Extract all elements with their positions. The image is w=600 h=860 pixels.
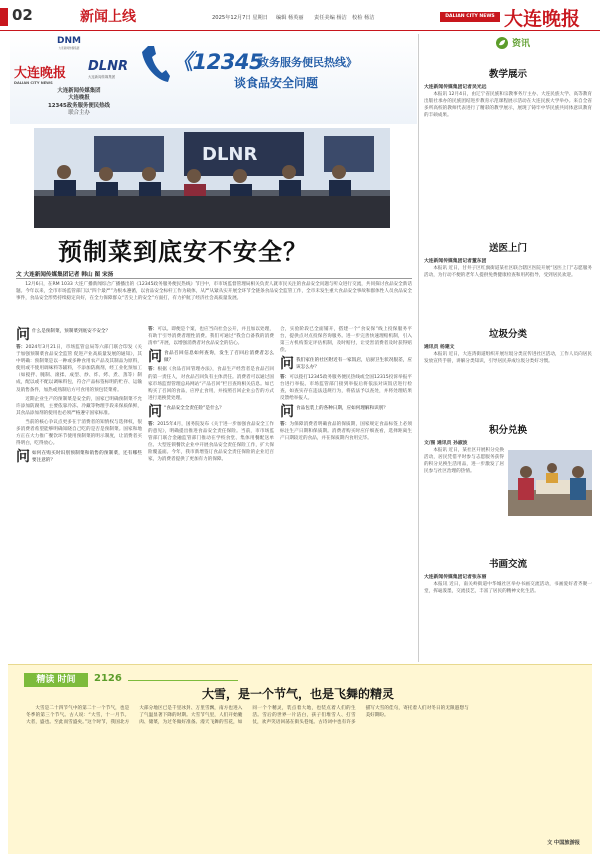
news-source: 文/图 通讯员 孙淑波: [424, 441, 468, 446]
news-title: 垃圾分类: [488, 329, 527, 340]
header-rule: [0, 30, 600, 31]
dnm-logo: DNM 大连新闻传媒集团: [57, 36, 81, 50]
news-title: 送医上门: [488, 243, 527, 254]
news-title: 积分兑换: [488, 425, 527, 436]
column-rule: [128, 680, 238, 681]
answer-text: 答：2024年3月21日，市场监管总局等六部门联合印发《关于加强预制菜食品安全监管 促进产业高质量发展的通知》，其中明确：预制菜是以一种或多种食用农产品及其制品为原料，使用或不使用调味料等辅料，不添加防腐剂，经工业化预加工（如搅拌、腌制、滚揉、成型、炒、炸、烤、煮、蒸等）制成，配以或不配以调味料包，符合产品标签标明的贮存、运输及销售条件，加热或熟制后方可食用的预包装菜肴。: [16, 345, 142, 393]
body-paragraph: 当前的核心争议点更多在于消费者的知情权与选择权，很多消费者希望能够明确知晓自己吃的是否是预制菜。国家和地方正在大力推广餐饮环节使用预制菜的明示制度，让消费者买得明白，吃得放心。: [16, 419, 142, 447]
news-sidebar: [424, 34, 592, 662]
question-block: [280, 357, 412, 371]
literary-title: 大雪，是一个节气，也是飞舞的精灵: [202, 687, 395, 701]
question-text: 什么是预制菜，预制菜到底安不安全？: [32, 329, 111, 334]
news-source: 通讯员 杨建文: [424, 345, 455, 350]
news-body: 本报讯 近日，南关岭街道中华城社区举办书画交流活动，书画爱好者齐聚一堂，挥毫泼墨，交流技艺，丰富了居民的精神文化生活。: [424, 582, 592, 595]
answer-text: 答：可以。即便是个案，也应当向社会公开，并且加以处理，有助于引导消费者理性消费。我们可通过“我会自备我的消费清单”开展，以增强消费者对食品安全的信心。: [148, 327, 274, 347]
qa-column-2: [148, 326, 274, 660]
answer-text: 答：可以拨打12345政务服务便民热线或全国12315投诉举报平台进行举报。市场监管部门接到举报后将依法对该饭店进行检查，如查实存在违法违规行为，将依法予以查处，并将处理结果反馈给举报人。: [280, 374, 412, 401]
answer-text: 答：根据《食品召回管理办法》，食品生产经营者是食品召回的第一责任人，对食品召回负有主体责任。消费者可以通过国家市场监督管理总局网站“产品召回”栏目查询相关信息。如已购买了召回的食品，应停止食用，并按照召回企业公告的方式进行退换货处理。: [148, 367, 274, 401]
organizer-line: 联合主办: [68, 109, 90, 116]
organizer-lines: [24, 88, 134, 117]
news-item-medical: [424, 240, 592, 325]
news-item-points: [424, 422, 592, 529]
literary-body: 大雪是二十四节气中的第二十一个节气，也是冬季的第三个节气。古人说：“大雪，十一月节。大者，盛也。至此而雪盛矣。”这个时节，我国北方大部分地区已是千里冰封、万里雪飘，南方也进入了气温显著下降的时期。大雪节气里，人们开始腌肉、储菜，为过冬做好准备。漫天飞舞的雪花，如同一个个精灵，装点着大地，也装点着人们的生活。雪后的世界一片洁白，孩子们堆雪人、打雪仗，欢声笑语回荡在街头巷尾。古诗词中也有许多描写大雪的佳句，寄托着人们对冬日的无限遐想与美好期盼。: [26, 706, 469, 726]
qa-column-3: [280, 326, 412, 660]
news-body: 本报讯 近日，大连湾街道组织开展垃圾分类宣传进社区活动，工作人员向居民发放宣传手册，讲解分类知识，引导居民养成垃圾分类好习惯。: [424, 352, 592, 365]
page-number: 02: [12, 6, 33, 24]
hotline-label: 政务服务便民热线》: [258, 56, 357, 69]
brand-logo: 大连晚报: [504, 8, 581, 30]
banner-subtitle: 谈食品安全问题: [234, 76, 319, 90]
question-text: 食品召回信息如何查询，发生了召回后消费者怎么做？: [164, 351, 274, 364]
city-news-badge: DALIAN CITY NEWS: [440, 12, 500, 22]
news-source: 大连新闻传媒集团记者董东团: [424, 259, 487, 264]
question-mark: 问: [280, 356, 294, 373]
leaf-icon: [496, 37, 508, 49]
section-label: 新闻上线: [80, 9, 136, 25]
lead-paragraph: 12月6日，在RM 1033 大连广播新闻综合广播播出的《12345政务服务便民热线》节目中，市市场监督管理局相关负责人就市民关注的食品安全问题与听众进行交流，共同探讨食品安全新话题。今年以来，全市市场监管部门以“四个最严”为根本遵循，以食品安全标杆工作为载体，从严从紧从实开展全环节全链条食品安全监管工作，全市未发生重大食品安全事故和群体性人员食品安全事件，食品安全形势持续稳定向好，在全力保障群众“舌尖上的安全”方面打，有力护航了经济社会高质量发展。: [16, 282, 412, 302]
sidebar-tag: 资讯: [496, 36, 530, 49]
answer-text: 答：为保障消费者明确食品的保质期，国家规定食品标签上必须标注生产日期和保质期。消费者购买时应仔细查看，选择距离生产日期较近的食品，并在保质期内食用完毕。: [280, 421, 412, 442]
news-item-teaching: [424, 66, 592, 218]
page-header: [0, 0, 600, 30]
header-accent: [0, 8, 8, 26]
sidebar-rule: [418, 34, 419, 662]
news-source: 大连新闻传媒集团记者张东丽: [424, 575, 487, 580]
news-item-calligraphy: [424, 556, 592, 631]
literary-box: [8, 664, 592, 854]
question-text: 食品包装上的各种日期，应如何理解和识别？: [296, 405, 388, 411]
question-mark: 问: [280, 403, 294, 420]
news-body: 本报讯 12月4日，由辽宁省民族和宗教事务厅主办、大连民族大学、高等教育出版社承办的民族团结进步教育示范课程展示活动在大连民族大学举办。来自全省多所高校的教师代表进行了精彩的教学展示，展现了铸牢中华民族共同体意识教育的丰硕成果。: [424, 92, 592, 119]
organizer-line: 12345政务服务便民热线: [48, 102, 110, 109]
header-staff-2: 责任美编 杨洁: [314, 15, 347, 21]
hotline-banner: [10, 34, 417, 124]
main-headline: 预制菜到底安不安全？: [58, 237, 308, 266]
backdrop-logo: DLNR: [202, 144, 258, 165]
question-block: [148, 350, 274, 364]
event-photo: [508, 450, 592, 516]
organizer-line: 大连新闻传媒集团: [57, 88, 101, 94]
answer-text: 答：2015年4月，国务院发布《关于进一步加强食品安全工作的意见》，明确提出推进食品安全责任保险。当前，市市场监管部门联合金融监管部门推动在学校食堂、集体用餐配送单位、大型连锁餐饮企业中开展食品安全责任保险工作，扩大保险覆盖面。今年，我市新增签订食品安全责任保险的企业近百家，为消费者提供了更加有力的保障。: [148, 421, 274, 463]
question-mark: 问: [16, 449, 30, 466]
column-number: 2126: [94, 673, 122, 684]
byline: 文 大连新闻传媒集团记者 韩山 图 宋扬: [16, 272, 114, 278]
phone-icon: [140, 44, 170, 84]
question-mark: 问: [16, 327, 30, 343]
news-title: 教学展示: [488, 69, 527, 80]
news-title: 书画交流: [488, 559, 527, 570]
literary-author: 文 中国旅游报: [547, 840, 580, 846]
question-text: 我们家住的社区附近有一家饭店，后厨卫生状况很差，应该怎么办？: [296, 358, 412, 371]
header-staff-1: 编辑 杨英丽: [276, 15, 304, 21]
dlnr-logo: DLNR 大连新闻传媒集团: [88, 59, 128, 79]
question-block: [16, 328, 142, 342]
body-paragraph: 近期企业生产的预制菜是安全的，国家已明确预制菜不允许添加防腐剂，主要依靠冷冻、冷藏等物理手段来保质保鲜，其食品添加剂的使用也必须严格遵守国家标准。: [16, 396, 142, 416]
news-source: 大连新闻传媒集团记者吴光远: [424, 85, 487, 90]
qa-column-1: [16, 326, 142, 660]
question-mark: 问: [148, 403, 162, 420]
header-staff-3: 校检 杨洁: [352, 15, 375, 21]
question-mark: 问: [148, 349, 162, 366]
byline-rule: [16, 278, 412, 279]
header-date: 2025年12月7日 星期日: [212, 15, 268, 21]
question-block: [148, 405, 274, 419]
hotline-number: 《12345: [172, 50, 264, 74]
body-paragraph: 合，实验阶段已全面铺开，搭建一个“食安保”线上投保服务平台，提供点对点投保咨询服务。进一步完善快速理赔机制，引入第三方机构鉴定评估机制，及时赔付，让受害消费者及时获得赔偿。: [280, 327, 412, 354]
studio-photo: [34, 128, 390, 228]
news-body: 本报讯 近日，某社区开展积分兑换活动，居民凭借平时参与志愿服务获得的积分兑换生活用品，进一步激发了居民参与社区治理的热情。: [424, 448, 504, 475]
news-body: 本报讯 近日，甘井子区红旗街道某社区联合辖区医院开展“送医上门”志愿服务活动，为行动不便的老年人提供免费健康检查和用药指导，受到居民欢迎。: [424, 266, 592, 279]
question-text: 如何在购买时识别预制菜和销售的预制菜，还有哪些要注意的？: [32, 451, 142, 464]
paper-logo: 大连晚报 DALIAN CITY NEWS: [14, 66, 67, 85]
question-block: [16, 450, 142, 464]
organizer-line: 大连晚报: [68, 95, 90, 102]
news-item-garbage: [424, 326, 592, 415]
question-text: “食品安全全责任险”是什么？: [164, 405, 224, 411]
question-block: [280, 405, 412, 419]
column-tab: 精读 时间: [24, 673, 88, 687]
